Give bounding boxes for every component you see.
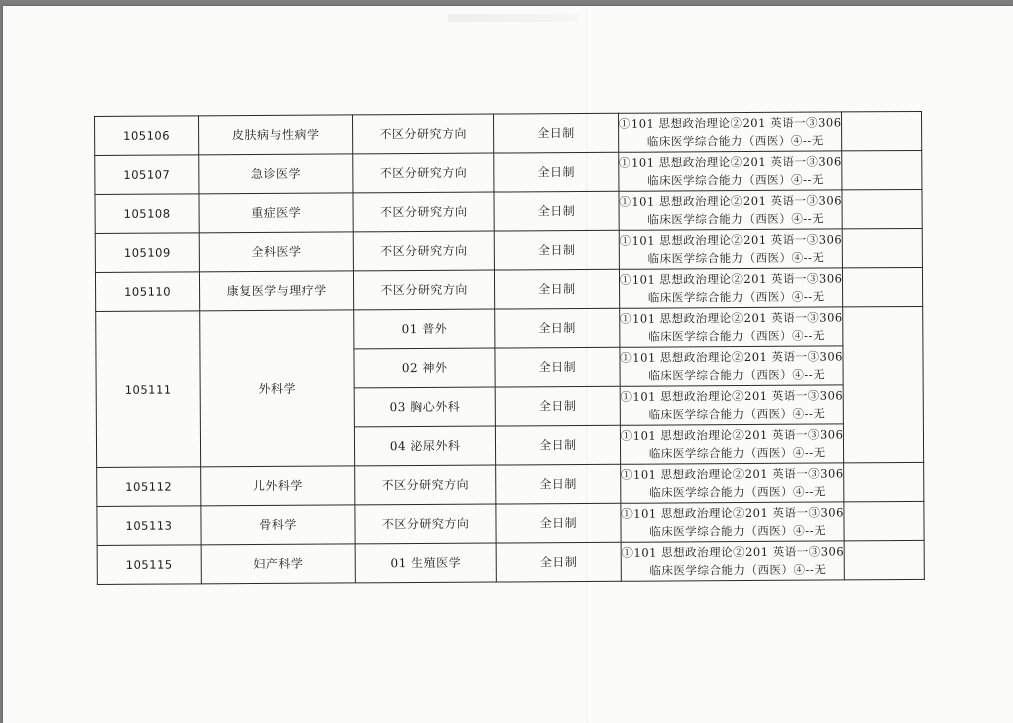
research-direction: 01 生殖医学 (355, 543, 496, 583)
exam-line-1: ①101 思想政治理论②201 英语一③306 (619, 271, 843, 287)
remarks-cell (843, 228, 923, 267)
exam-line-2: 临床医学综合能力（西医）④--无 (648, 406, 826, 422)
program-name: 皮肤病与性病学 (198, 115, 353, 155)
research-direction: 不区分研究方向 (353, 192, 494, 232)
exam-subjects (619, 268, 843, 308)
remarks-cell (843, 267, 923, 306)
exam-line-2: 临床医学综合能力（西医）④--无 (647, 211, 825, 227)
remarks-cell (844, 462, 924, 501)
exam-line-1: ①101 思想政治理论②201 英语一③306 (621, 505, 844, 521)
exam-line-1: ①101 思想政治理论②201 英语一③306 (620, 466, 844, 482)
exam-line-2: 临床医学综合能力（西医）④--无 (648, 367, 826, 383)
table-row (97, 462, 924, 506)
table-row (95, 189, 922, 233)
remarks-cell (845, 540, 925, 579)
exam-line-2: 临床医学综合能力（西医）④--无 (647, 289, 825, 305)
exam-subjects (619, 190, 843, 230)
program-code: 105112 (97, 467, 201, 507)
exam-subjects (620, 463, 844, 503)
study-type: 全日制 (494, 152, 619, 192)
program-code: 105110 (95, 272, 199, 312)
research-direction: 02 神外 (354, 348, 495, 388)
scanned-page (3, 6, 1013, 723)
exam-subjects (619, 229, 843, 269)
study-type: 全日制 (496, 464, 621, 504)
program-name: 重症医学 (199, 193, 354, 233)
table-row (95, 267, 922, 311)
study-type: 全日制 (495, 308, 620, 348)
study-type: 全日制 (494, 230, 619, 270)
exam-line-2: 临床医学综合能力（西医）④--无 (649, 523, 827, 539)
remarks-cell (842, 150, 922, 189)
program-code: 105106 (95, 116, 199, 156)
exam-line-1: ①101 思想政治理论②201 英语一③306 (619, 232, 843, 248)
research-direction: 不区分研究方向 (353, 114, 494, 154)
exam-subjects (618, 112, 842, 152)
exam-subjects (619, 307, 843, 347)
exam-line-2: 临床医学综合能力（西医）④--无 (648, 328, 825, 344)
research-direction: 不区分研究方向 (355, 504, 496, 544)
exam-line-2: 临床医学综合能力（西医）④--无 (648, 445, 826, 461)
faded-header-mark (448, 14, 578, 22)
study-type: 全日制 (495, 347, 620, 387)
exam-line-2: 临床医学综合能力（西医）④--无 (649, 562, 827, 578)
exam-line-1: ①101 思想政治理论②201 英语一③306 (620, 427, 844, 443)
exam-subjects (621, 541, 845, 581)
program-table (94, 111, 925, 585)
research-direction: 不区分研究方向 (355, 465, 496, 505)
remarks-cell (842, 189, 922, 228)
exam-subjects (619, 151, 843, 191)
program-name: 全科医学 (199, 232, 354, 272)
table-row (97, 540, 924, 584)
exam-line-1: ①101 思想政治理论②201 英语一③306 (621, 544, 845, 560)
program-name: 骨科学 (201, 505, 356, 545)
exam-line-2: 临床医学综合能力（西医）④--无 (647, 250, 825, 266)
exam-subjects (620, 424, 844, 464)
exam-line-1: ①101 思想政治理论②201 英语一③306 (620, 388, 844, 404)
exam-line-1: ①101 思想政治理论②201 英语一③306 (620, 349, 843, 365)
exam-line-1: ①101 思想政治理论②201 英语一③306 (618, 115, 842, 131)
exam-line-2: 临床医学综合能力（西医）④--无 (649, 484, 826, 500)
exam-subjects (620, 385, 844, 425)
program-name: 妇产科学 (201, 544, 356, 584)
study-type: 全日制 (496, 542, 621, 582)
table-row (95, 228, 922, 272)
exam-line-2: 临床医学综合能力（西医）④--无 (647, 172, 824, 188)
research-direction: 01 普外 (354, 309, 495, 349)
program-name: 外科学 (200, 310, 355, 467)
study-type: 全日制 (495, 386, 620, 426)
study-type: 全日制 (495, 425, 620, 465)
research-direction: 04 泌尿外科 (355, 426, 496, 466)
study-type: 全日制 (493, 113, 618, 153)
exam-subjects (620, 346, 844, 386)
research-direction: 不区分研究方向 (354, 270, 495, 310)
exam-line-1: ①101 思想政治理论②201 英语一③306 (620, 310, 843, 326)
study-type: 全日制 (496, 503, 621, 543)
program-code: 105115 (97, 545, 201, 585)
research-direction: 不区分研究方向 (353, 231, 494, 271)
table-row (95, 150, 922, 194)
exam-line-2: 临床医学综合能力（西医）④--无 (646, 133, 824, 149)
program-code: 105109 (95, 233, 199, 273)
exam-line-1: ①101 思想政治理论②201 英语一③306 (619, 193, 843, 209)
program-code: 105111 (96, 311, 201, 468)
table-row (96, 306, 923, 350)
program-code: 105107 (95, 155, 199, 195)
study-type: 全日制 (494, 191, 619, 231)
program-name: 康复医学与理疗学 (199, 271, 354, 311)
program-code: 105108 (95, 194, 199, 234)
program-code: 105113 (97, 506, 201, 546)
remarks-cell (843, 306, 923, 462)
table-row (95, 111, 922, 155)
study-type: 全日制 (494, 269, 619, 309)
remarks-cell (842, 111, 922, 150)
remarks-cell (844, 501, 924, 540)
research-direction: 不区分研究方向 (353, 153, 494, 193)
exam-subjects (621, 502, 845, 542)
research-direction: 03 胸心外科 (354, 387, 495, 427)
table-row (97, 501, 924, 545)
program-name: 急诊医学 (199, 154, 354, 194)
program-name: 儿外科学 (201, 466, 356, 506)
exam-line-1: ①101 思想政治理论②201 英语一③306 (619, 154, 842, 170)
